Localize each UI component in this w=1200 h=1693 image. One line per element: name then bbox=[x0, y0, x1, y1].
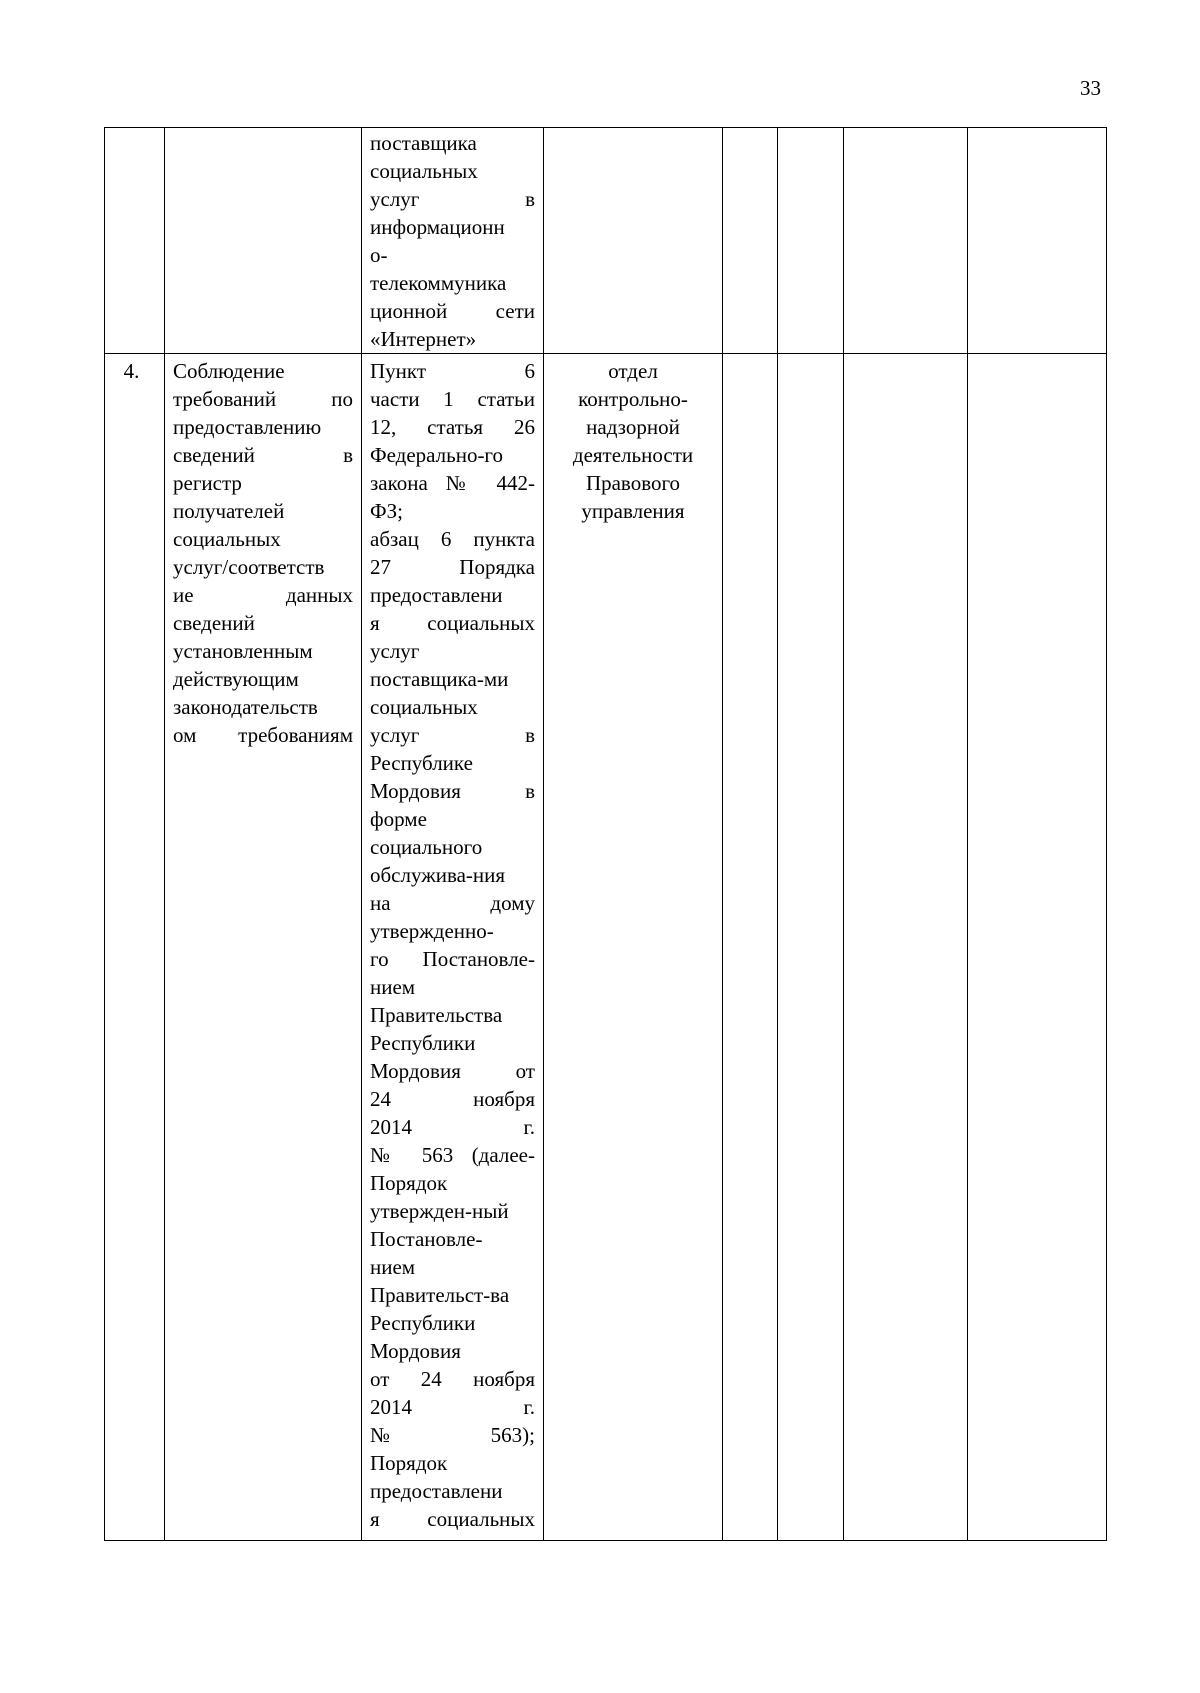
cell-text-line: нием bbox=[370, 1255, 416, 1279]
cell-text-line: Республики bbox=[370, 1311, 476, 1335]
cell-text-line: на дому bbox=[370, 891, 535, 915]
cell-text-line: отдел bbox=[608, 359, 658, 383]
cell-number bbox=[105, 128, 165, 354]
cell-text-line: Республике bbox=[370, 751, 473, 775]
cell-text-line: ционной сети bbox=[370, 299, 535, 323]
control-measures-table bbox=[104, 127, 1107, 1541]
cell-text-line: 27 Порядка bbox=[370, 555, 535, 579]
cell-requirement bbox=[165, 354, 362, 1541]
legal-basis-lines bbox=[370, 129, 535, 353]
cell-col6 bbox=[778, 354, 844, 1541]
cell-text-line: Федерально-го bbox=[370, 443, 504, 467]
cell-text-line: 2014 г. bbox=[370, 1115, 535, 1139]
cell-text-line: предоставлению bbox=[173, 415, 322, 439]
cell-legal-basis bbox=[362, 354, 544, 1541]
cell-text-line: Порядок bbox=[370, 1171, 448, 1195]
cell-text-line: абзац 6 пункта bbox=[370, 527, 535, 551]
cell-text-line: Мордовия bbox=[370, 1339, 461, 1363]
cell-text-line: Мордовия в bbox=[370, 779, 535, 803]
cell-text-line: деятельности bbox=[572, 443, 694, 467]
legal-basis-lines bbox=[370, 357, 535, 1533]
cell-text-line: услуг bbox=[370, 639, 420, 663]
cell-col5 bbox=[723, 128, 778, 354]
cell-text-line: ом требованиям bbox=[173, 723, 353, 747]
cell-text-line: от 24 ноября bbox=[370, 1367, 535, 1391]
cell-text-line: ие данных bbox=[173, 583, 353, 607]
cell-text-line: Пункт 6 bbox=[370, 359, 535, 383]
cell-text-line: установленным bbox=[173, 639, 313, 663]
cell-col7 bbox=[844, 128, 968, 354]
cell-col7 bbox=[844, 354, 968, 1541]
cell-text-line: поставщика bbox=[370, 131, 477, 155]
cell-legal-basis bbox=[362, 128, 544, 354]
cell-text-line: о- bbox=[370, 243, 388, 267]
table-row-continuation bbox=[105, 128, 1107, 354]
cell-col8 bbox=[968, 128, 1107, 354]
cell-text-line: предоставлени bbox=[370, 583, 503, 607]
cell-text-line: контрольно- bbox=[578, 387, 688, 411]
cell-number: 4. bbox=[105, 354, 165, 1541]
cell-text-line: № 563); bbox=[370, 1423, 535, 1447]
cell-text-line: Республики bbox=[370, 1031, 476, 1055]
cell-text-line: Постановле- bbox=[370, 1227, 483, 1251]
cell-text-line: № 563 (далее- bbox=[370, 1143, 535, 1167]
cell-text-line: услуг/соответств bbox=[173, 555, 325, 579]
cell-text-line: я социальных bbox=[370, 1507, 535, 1531]
cell-responsible bbox=[544, 128, 723, 354]
cell-text-line: социальных bbox=[370, 695, 478, 719]
cell-text-line: получателей bbox=[173, 499, 285, 523]
cell-text-line: регистр bbox=[173, 471, 242, 495]
cell-text-line: 12, статья 26 bbox=[370, 415, 535, 439]
cell-col6 bbox=[778, 128, 844, 354]
cell-text-line: 2014 г. bbox=[370, 1395, 535, 1419]
cell-text-line: Правового bbox=[585, 471, 681, 495]
table-row-4 bbox=[105, 354, 1107, 1541]
cell-requirement bbox=[165, 128, 362, 354]
cell-text-line: Соблюдение bbox=[173, 359, 285, 383]
cell-responsible bbox=[544, 354, 723, 1541]
page-number: 33 bbox=[1080, 76, 1101, 100]
cell-text-line: закона № 442- bbox=[370, 471, 535, 495]
cell-text-line: предоставлени bbox=[370, 1479, 503, 1503]
cell-text-line: сведений в bbox=[173, 443, 353, 467]
cell-text-line: я социальных bbox=[370, 611, 535, 635]
cell-text-line: части 1 статьи bbox=[370, 387, 535, 411]
responsible-lines bbox=[552, 357, 714, 525]
cell-text-line: управления bbox=[581, 499, 685, 523]
cell-text-line: Порядок bbox=[370, 1451, 448, 1475]
cell-text-line: Мордовия от bbox=[370, 1059, 535, 1083]
cell-col8 bbox=[968, 354, 1107, 1541]
cell-text-line: сведений bbox=[173, 611, 255, 635]
cell-text-line: действующим bbox=[173, 667, 299, 691]
cell-text-line: телекоммуника bbox=[370, 271, 507, 295]
cell-text-line: утвержден-ный bbox=[370, 1199, 509, 1223]
cell-text-line: информационн bbox=[370, 215, 505, 239]
cell-text-line: 24 ноября bbox=[370, 1087, 535, 1111]
cell-text-line: нием bbox=[370, 975, 416, 999]
requirement-lines bbox=[173, 357, 353, 749]
cell-col5 bbox=[723, 354, 778, 1541]
cell-text-line: обслужива-ния bbox=[370, 863, 506, 887]
cell-text-line: ФЗ; bbox=[370, 499, 403, 523]
cell-text-line: законодательств bbox=[173, 695, 318, 719]
cell-text-line: утвержденно- bbox=[370, 919, 494, 943]
cell-text-line: требований по bbox=[173, 387, 353, 411]
cell-text-line: надзорной bbox=[586, 415, 680, 439]
cell-text-line: социальных bbox=[173, 527, 281, 551]
cell-text-line: социальных bbox=[370, 159, 478, 183]
cell-text-line: Правительства bbox=[370, 1003, 503, 1027]
cell-text-line: услуг в bbox=[370, 723, 535, 747]
cell-text-line: го Постановле- bbox=[370, 947, 535, 971]
cell-text-line: форме bbox=[370, 807, 427, 831]
cell-text-line: услуг в bbox=[370, 187, 535, 211]
cell-text-line: «Интернет» bbox=[370, 327, 477, 351]
cell-text-line: Правительст-ва bbox=[370, 1283, 510, 1307]
cell-text-line: поставщика-ми bbox=[370, 667, 509, 691]
cell-text-line: социального bbox=[370, 835, 483, 859]
